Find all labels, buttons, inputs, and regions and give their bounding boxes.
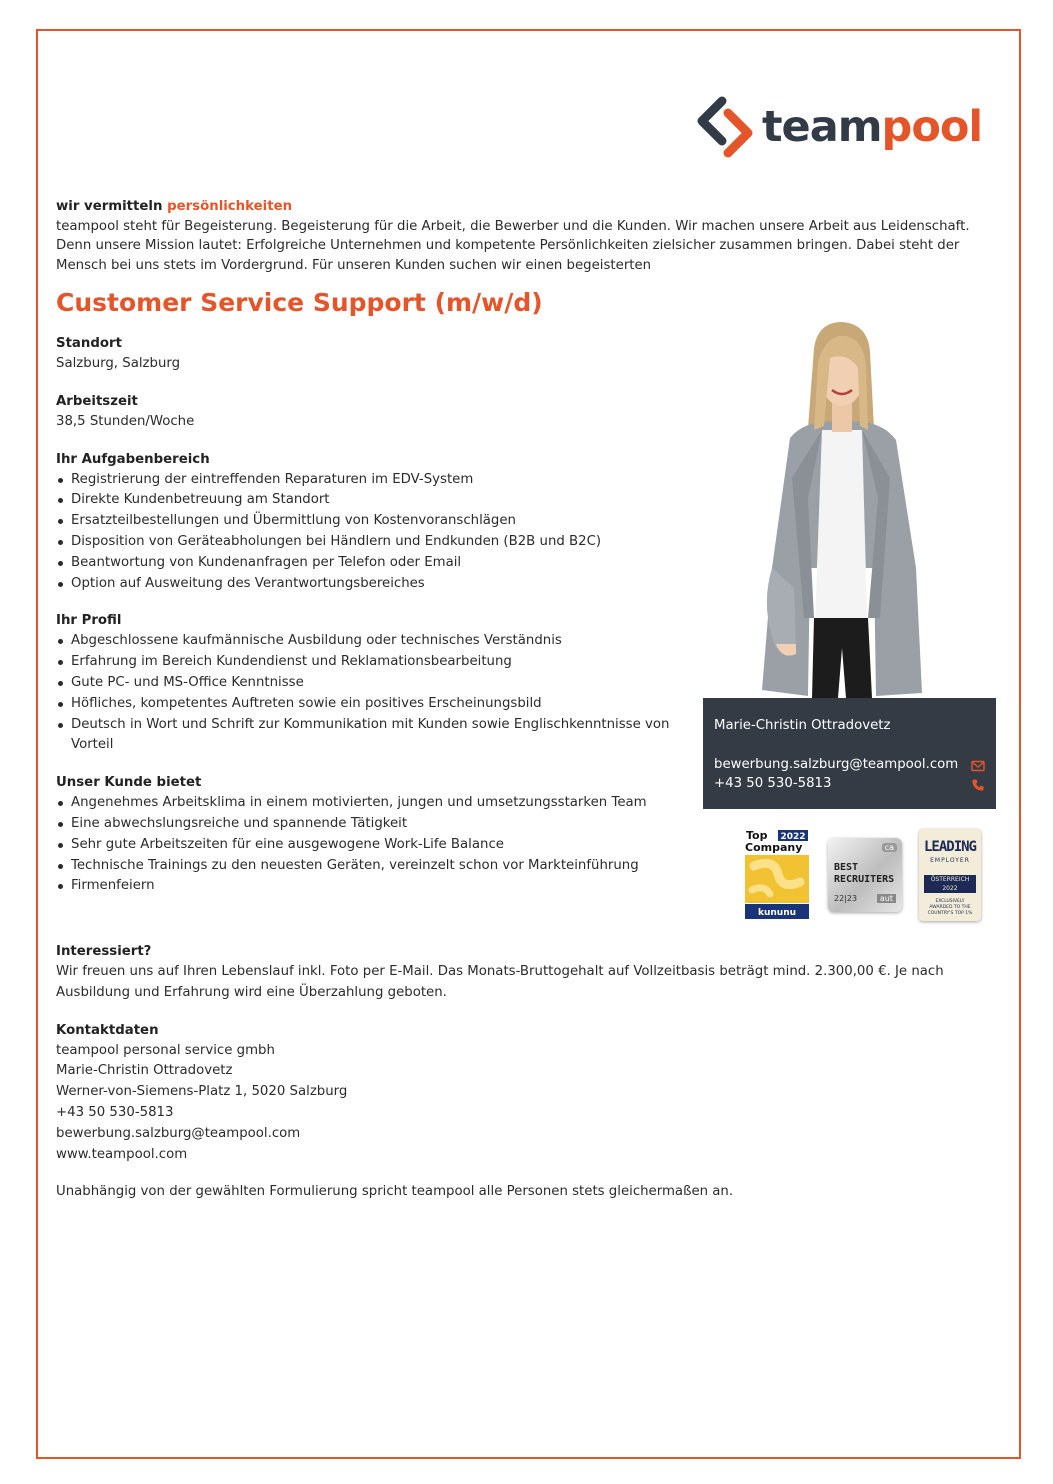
- list-item: Deutsch in Wort und Schrift zur Kommunikation mit Kunden sowie Englischkenntnisse von Vorteil: [56, 715, 676, 757]
- kontakt-company: teampool personal service gmbh: [56, 1042, 275, 1058]
- interessiert-section: [56, 942, 986, 1004]
- mail-icon[interactable]: [971, 759, 985, 773]
- list-item: Beantwortung von Kundenanfragen per Telefon oder Email: [56, 553, 676, 574]
- interessiert-heading: Interessiert?: [56, 944, 152, 959]
- application-info: [56, 942, 986, 1203]
- kununu-top: Top: [746, 829, 768, 842]
- profil-list: [56, 631, 676, 756]
- intro-text: teampool steht für Begeisterung. Begeisterung für die Arbeit, die Bewerber und die Kunden. Wir machen unsere Arbeit aus Leidenschaft. Denn unsere Mission lautet: Erfolgreiche Unternehmen und kompetente Persönlichkeiten zielsicher zusammen bringen. Dabei steht der Mensch bei uns stets im Vordergrund. Für unseren Kunden suchen wir einen begeisterten: [56, 218, 970, 273]
- aufgaben-section: [56, 450, 676, 595]
- kunde-section: [56, 773, 676, 897]
- kontakt-heading: Kontaktdaten: [56, 1022, 159, 1038]
- contact-name: Marie-Christin Ottradovetz: [714, 718, 891, 733]
- intro-lead: wir vermitteln persönlichkeiten: [56, 199, 293, 214]
- list-item: Ersatzteilbestellungen und Übermittlung von Kostenvoranschlägen: [56, 511, 676, 532]
- aufgaben-heading: Ihr Aufgabenbereich: [56, 451, 210, 467]
- list-item: Disposition von Geräteabholungen bei Händlern und Endkunden (B2B und B2C): [56, 532, 676, 553]
- kontakt-phone[interactable]: +43 50 530-5813: [56, 1104, 174, 1120]
- standort-heading: Standort: [56, 336, 122, 351]
- contact-card: [703, 698, 996, 809]
- list-item: Höfliches, kompetentes Auftreten sowie ein positives Erscheinungsbild: [56, 694, 676, 715]
- contact-phone-link[interactable]: +43 50 530-5813: [714, 776, 832, 791]
- list-item: Option auf Ausweitung des Verantwortungsbereiches: [56, 574, 676, 595]
- list-item: Abgeschlossene kaufmännische Ausbildung oder technisches Verständnis: [56, 631, 676, 652]
- job-details: [56, 334, 676, 914]
- kontakt-website[interactable]: www.teampool.com: [56, 1146, 188, 1162]
- job-title: Customer Service Support (m/w/d): [56, 288, 543, 317]
- contact-email-link[interactable]: bewerbung.salzburg@teampool.com: [714, 757, 959, 772]
- kununu-brand: kununu: [757, 908, 797, 918]
- list-item: Angenehmes Arbeitsklima in einem motivierten, jungen und umsetzungsstarken Team: [56, 793, 676, 814]
- teampool-logo: [696, 94, 982, 160]
- interessiert-text: Wir freuen uns auf Ihren Lebenslauf inkl. Foto per E-Mail. Das Monats-Bruttogehalt auf Vollzeitbasis beträgt mind. 2.300,00 €. Je nach Ausbildung und Erfahrung wird eine Überzahlung geboten.: [56, 964, 944, 1000]
- best-recruiters-country: aut: [877, 894, 896, 903]
- award-badges: [744, 828, 984, 923]
- best-recruiters-logo: ca: [882, 843, 897, 852]
- arbeitszeit-value: 38,5 Stunden/Woche: [56, 413, 195, 429]
- leading-title: LEADING: [923, 839, 976, 855]
- leading-country: ÖSTERREICH 2022: [924, 875, 976, 893]
- list-item: Technische Trainings zu den neuesten Geräten, vereinzelt schon vor Markteinführung: [56, 856, 676, 877]
- intro-block: [56, 197, 986, 275]
- arbeitszeit-section: [56, 392, 676, 433]
- aufgaben-list: [56, 470, 676, 595]
- standort-value: Salzburg, Salzburg: [56, 356, 181, 371]
- logo-wordmark: teampool: [762, 101, 983, 152]
- kontakt-email[interactable]: bewerbung.salzburg@teampool.com: [56, 1125, 301, 1141]
- best-recruiters-title: BEST RECRUITERS: [834, 862, 895, 885]
- kununu-year: 2022: [780, 832, 806, 842]
- kontakt-address: Werner-von-Siemens-Platz 1, 5020 Salzburg: [56, 1084, 348, 1100]
- list-item: Gute PC- und MS-Office Kenntnisse: [56, 673, 676, 694]
- kununu-company: Company: [745, 841, 803, 854]
- standort-section: [56, 334, 676, 375]
- kontakt-section: [56, 1021, 986, 1166]
- best-recruiters-season: 22|23: [834, 894, 858, 903]
- list-item: Eine abwechslungsreiche und spannende Tätigkeit: [56, 814, 676, 835]
- profil-section: [56, 611, 676, 756]
- list-item: Sehr gute Arbeitszeiten für eine ausgewogene Work-Life Balance: [56, 835, 676, 856]
- leading-employer-badge: [919, 829, 981, 921]
- profil-heading: Ihr Profil: [56, 613, 122, 629]
- list-item: Erfahrung im Bereich Kundendienst und Reklamationsbearbeitung: [56, 652, 676, 673]
- best-recruiters-badge: [828, 838, 902, 912]
- list-item: Direkte Kundenbetreuung am Standort: [56, 490, 676, 511]
- list-item: Registrierung der eintreffenden Reparaturen im EDV-System: [56, 470, 676, 491]
- arbeitszeit-heading: Arbeitszeit: [56, 393, 138, 409]
- kununu-top-company-badge: [744, 828, 810, 920]
- teampool-logo-icon: [696, 95, 754, 159]
- disclaimer: Unabhängig von der gewählten Formulierung spricht teampool alle Personen stets gleichermaßen an.: [56, 1184, 734, 1200]
- leading-sub: EMPLOYER: [930, 857, 970, 864]
- phone-icon[interactable]: [971, 778, 985, 792]
- contact-photo: [756, 318, 922, 698]
- kontakt-person: Marie-Christin Ottradovetz: [56, 1063, 233, 1079]
- kunde-list: [56, 793, 676, 897]
- list-item: Firmenfeiern: [56, 876, 676, 897]
- kunde-heading: Unser Kunde bietet: [56, 775, 202, 791]
- leading-note: EXCLUSIVELY AWARDED TO THE COUNTRY'S TOP 1%: [927, 899, 973, 916]
